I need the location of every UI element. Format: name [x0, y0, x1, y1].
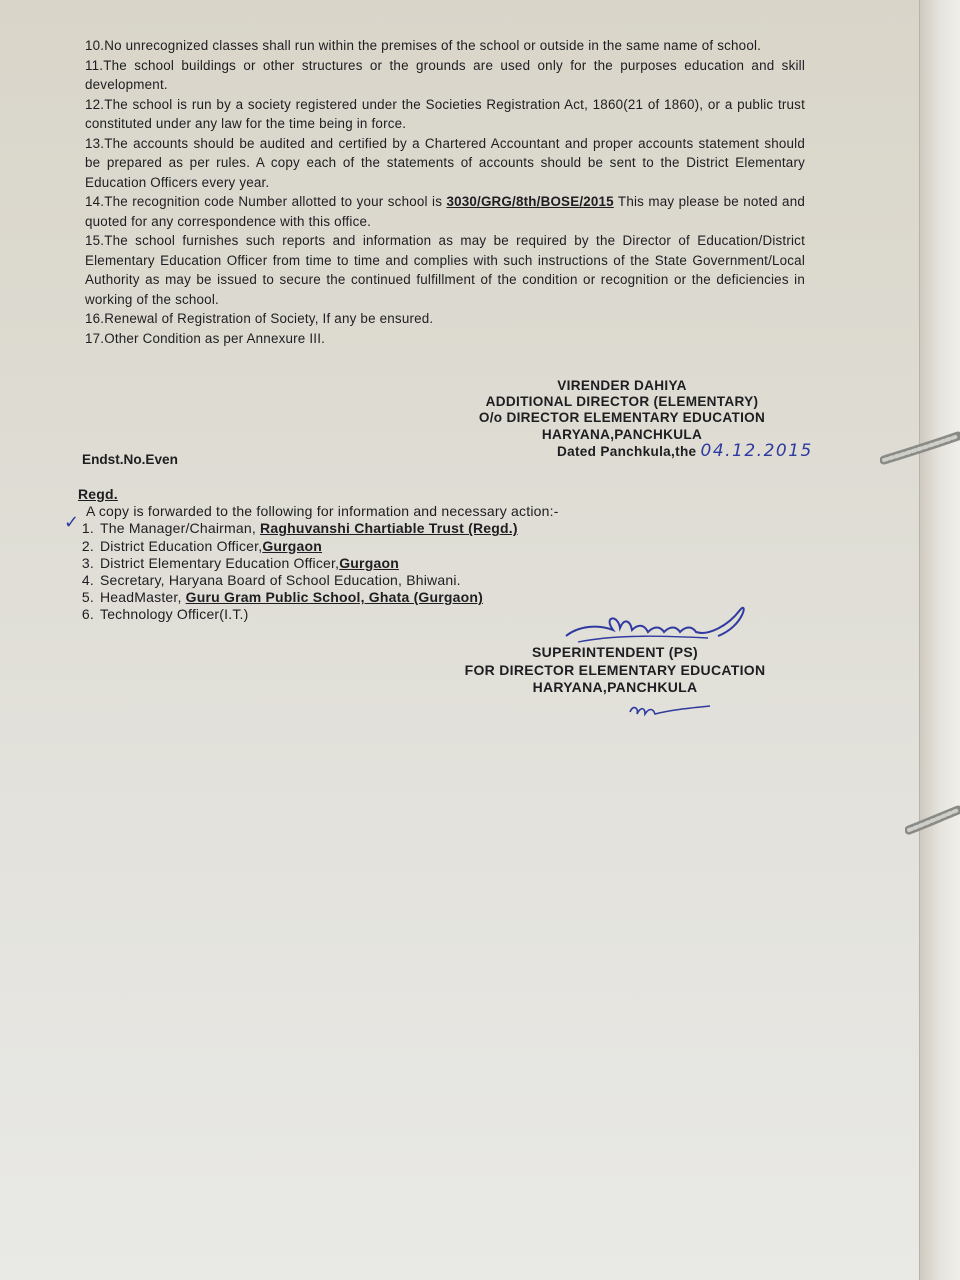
initials-scribble-icon [625, 698, 715, 722]
condition-14-tail: This may please be noted and quoted for any correspondence with this office. [85, 194, 805, 229]
dated-label: Dated Panchkula,the [557, 443, 697, 459]
binder-ring-icon [880, 430, 960, 470]
recipient-item: 6. Technology Officer(I.T.) [98, 606, 678, 623]
superintendent-place: HARYANA,PANCHKULA [532, 679, 698, 696]
regd-label: Regd. [78, 486, 118, 502]
superintendent-block [440, 644, 790, 697]
tick-mark-icon: ✓ [64, 512, 80, 533]
binder-page-edge [919, 0, 960, 1280]
condition-10: 10.No unrecognized classes shall run within the premises of the school or outside in the same name of school. [85, 38, 762, 53]
superintendent-designation: SUPERINTENDENT (PS) [532, 644, 698, 660]
binder-ring-icon [905, 800, 960, 840]
handwritten-date: 04.12.2015 [700, 440, 813, 461]
recipient-item: 5. HeadMaster, Guru Gram Public School, Ghata (Gurgaon) [98, 589, 678, 606]
signatory-block [452, 378, 813, 461]
condition-17: 17.Other Condition as per Annexure III. [85, 330, 326, 346]
copy-intro: A copy is forwarded to the following for information and necessary action:- [86, 503, 559, 520]
condition-16: 16.Renewal of Registration of Society, If any be ensured. [85, 311, 434, 326]
condition-14-text: 14.The recognition code Number allotted to your school is [85, 194, 447, 209]
condition-15: 15.The school furnishes such reports and information as may be required by the Director of Education/District Elementary Education Officer from time to time and complies with such instructions of the State Government/Local Authority as may be issued to secure the continued fulfillment of the condition or recognition or the deficiencies in working of the school. [85, 233, 805, 307]
superintendent-for: FOR DIRECTOR ELEMENTARY EDUCATION [464, 661, 766, 678]
recipient-item: 3. District Elementary Education Officer,Gurgaon [98, 555, 678, 572]
dated-line [452, 440, 813, 461]
recognition-code: 3030/GRG/8th/BOSE/2015 [446, 194, 614, 209]
recipient-item: 2. District Education Officer,Gurgaon [98, 538, 678, 555]
condition-12: 12.The school is run by a society registered under the Societies Registration Act, 1860(21 of 1860), or a public trust constituted under any law for the time being in force. [85, 96, 805, 131]
endorsement-number: Endst.No.Even [82, 452, 178, 467]
signatory-office: O/o DIRECTOR ELEMENTARY EDUCATION [478, 410, 766, 426]
signatory-name: VIRENDER DAHIYA [557, 378, 687, 393]
condition-14 [85, 192, 805, 231]
condition-13: 13.The accounts should be audited and certified by a Chartered Accountant and proper accounts statement should be prepared as per rules. A copy each of the statements of accounts should be sent to the District Elementary Education Officers every year. [85, 135, 805, 190]
signatory-place: HARYANA,PANCHKULA [541, 426, 703, 442]
recipient-item: 4. Secretary, Haryana Board of School Education, Bhiwani. [98, 572, 678, 589]
condition-11: 11.The school buildings or other structures or the grounds are used only for the purposes education and skill development. [85, 57, 805, 92]
signatory-designation: ADDITIONAL DIRECTOR (ELEMENTARY) [485, 394, 759, 410]
recipient-item: 1. The Manager/Chairman, Raghuvanshi Chartiable Trust (Regd.) [98, 520, 678, 537]
conditions-list [85, 36, 805, 348]
